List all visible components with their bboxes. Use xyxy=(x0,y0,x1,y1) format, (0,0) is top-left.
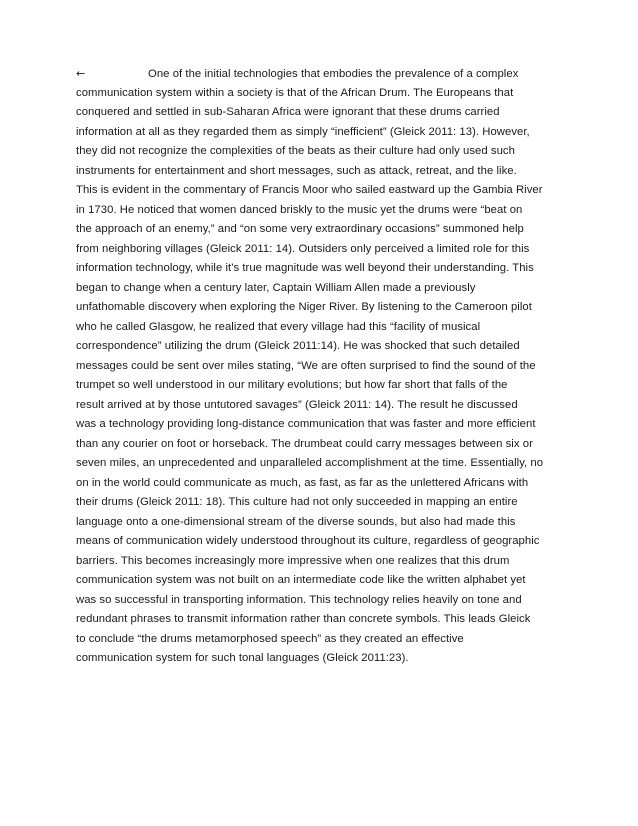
paragraph-line: was a technology providing long-distance communication that was faster and more efficient xyxy=(76,418,536,430)
paragraph-line: messages could be sent over miles stating, “We are often surprised to find the sound of the xyxy=(76,359,536,372)
body-paragraph xyxy=(76,64,566,669)
paragraph-line xyxy=(76,64,566,84)
paragraph-line: their drums (Gleick 2011: 18). This culture had not only succeeded in mapping an entire xyxy=(76,496,518,508)
paragraph-line: trumpet so well understood in our military evolutions; but how far short that falls of the xyxy=(76,379,508,391)
paragraph-line: correspondence” utilizing the drum (Gleick 2011:14). He was shocked that such detailed xyxy=(76,340,520,352)
paragraph-line: who he called Glasgow, he realized that every village had this “facility of musical xyxy=(76,320,481,333)
paragraph-line: began to change when a century later, Captain William Allen made a previously xyxy=(76,281,476,294)
paragraph-line: information technology, while it's true magnitude was well beyond their understanding. This xyxy=(76,262,534,274)
paragraph-line: to conclude “the drums metamorphosed speech” as they created an effective xyxy=(76,632,464,645)
paragraph-line: in 1730. He noticed that women danced briskly to the music yet the drums were “beat on xyxy=(76,203,523,216)
paragraph-line: means of communication widely understood throughout its culture, regardless of geographic xyxy=(76,535,540,547)
paragraph-line: unfathomable discovery when exploring the Niger River. By listening to the Cameroon pilot xyxy=(76,301,532,313)
paragraph-line: instruments for entertainment and short messages, such as attack, retreat, and the like. xyxy=(76,164,517,177)
paragraph-line: than any courier on foot or horseback. The drumbeat could carry messages between six or xyxy=(76,437,533,450)
paragraph-line: redundant phrases to transmit information rather than concrete symbols. This leads Gleick xyxy=(76,613,531,625)
paragraph-line: on in the world could communicate as much, as fast, as far as the unlettered Africans with xyxy=(76,476,529,489)
paragraph-line: they did not recognize the complexities of the beats as their culture had only used such xyxy=(76,145,515,157)
paragraph-line: communication system was not built on an intermediate code like the written alphabet yet xyxy=(76,574,526,586)
paragraph-line: barriers. This becomes increasingly more impressive when one realizes that this drum xyxy=(76,554,510,567)
paragraph-line: result arrived at by those untutored savages” (Gleick 2011: 14). The result he discussed xyxy=(76,398,518,411)
paragraph-line: communication system within a society is that of the African Drum. The Europeans that xyxy=(76,86,514,99)
left-arrow-icon: ← xyxy=(76,67,86,80)
paragraph-line: language onto a one-dimensional stream of the diverse sounds, but also had made this xyxy=(76,515,516,528)
paragraph-line-text: One of the initial technologies that embodies the prevalence of a complex xyxy=(148,68,519,80)
paragraph-line: conquered and settled in sub-Saharan Africa were ignorant that these drums carried xyxy=(76,106,500,118)
paragraph-line: from neighboring villages (Gleick 2011: 14). Outsiders only perceived a limited role for this xyxy=(76,242,530,255)
paragraph-line: This is evident in the commentary of Francis Moor who sailed eastward up the Gambia River xyxy=(76,184,543,196)
paragraph-line: the approach of an enemy,” and “on some very extraordinary occasions” summoned help xyxy=(76,223,524,235)
paragraph-line: communication system for such tonal languages (Gleick 2011:23). xyxy=(76,652,409,664)
paragraph-line: seven miles, an unprecedented and unparalleled accomplishment at the time. Essentially, no xyxy=(76,457,544,469)
paragraph-line: was so successful in transporting information. This technology relies heavily on tone and xyxy=(76,593,522,606)
paragraph-line: information at all as they regarded them as simply “inefficient” (Gleick 2011: 13). However, xyxy=(76,125,530,138)
